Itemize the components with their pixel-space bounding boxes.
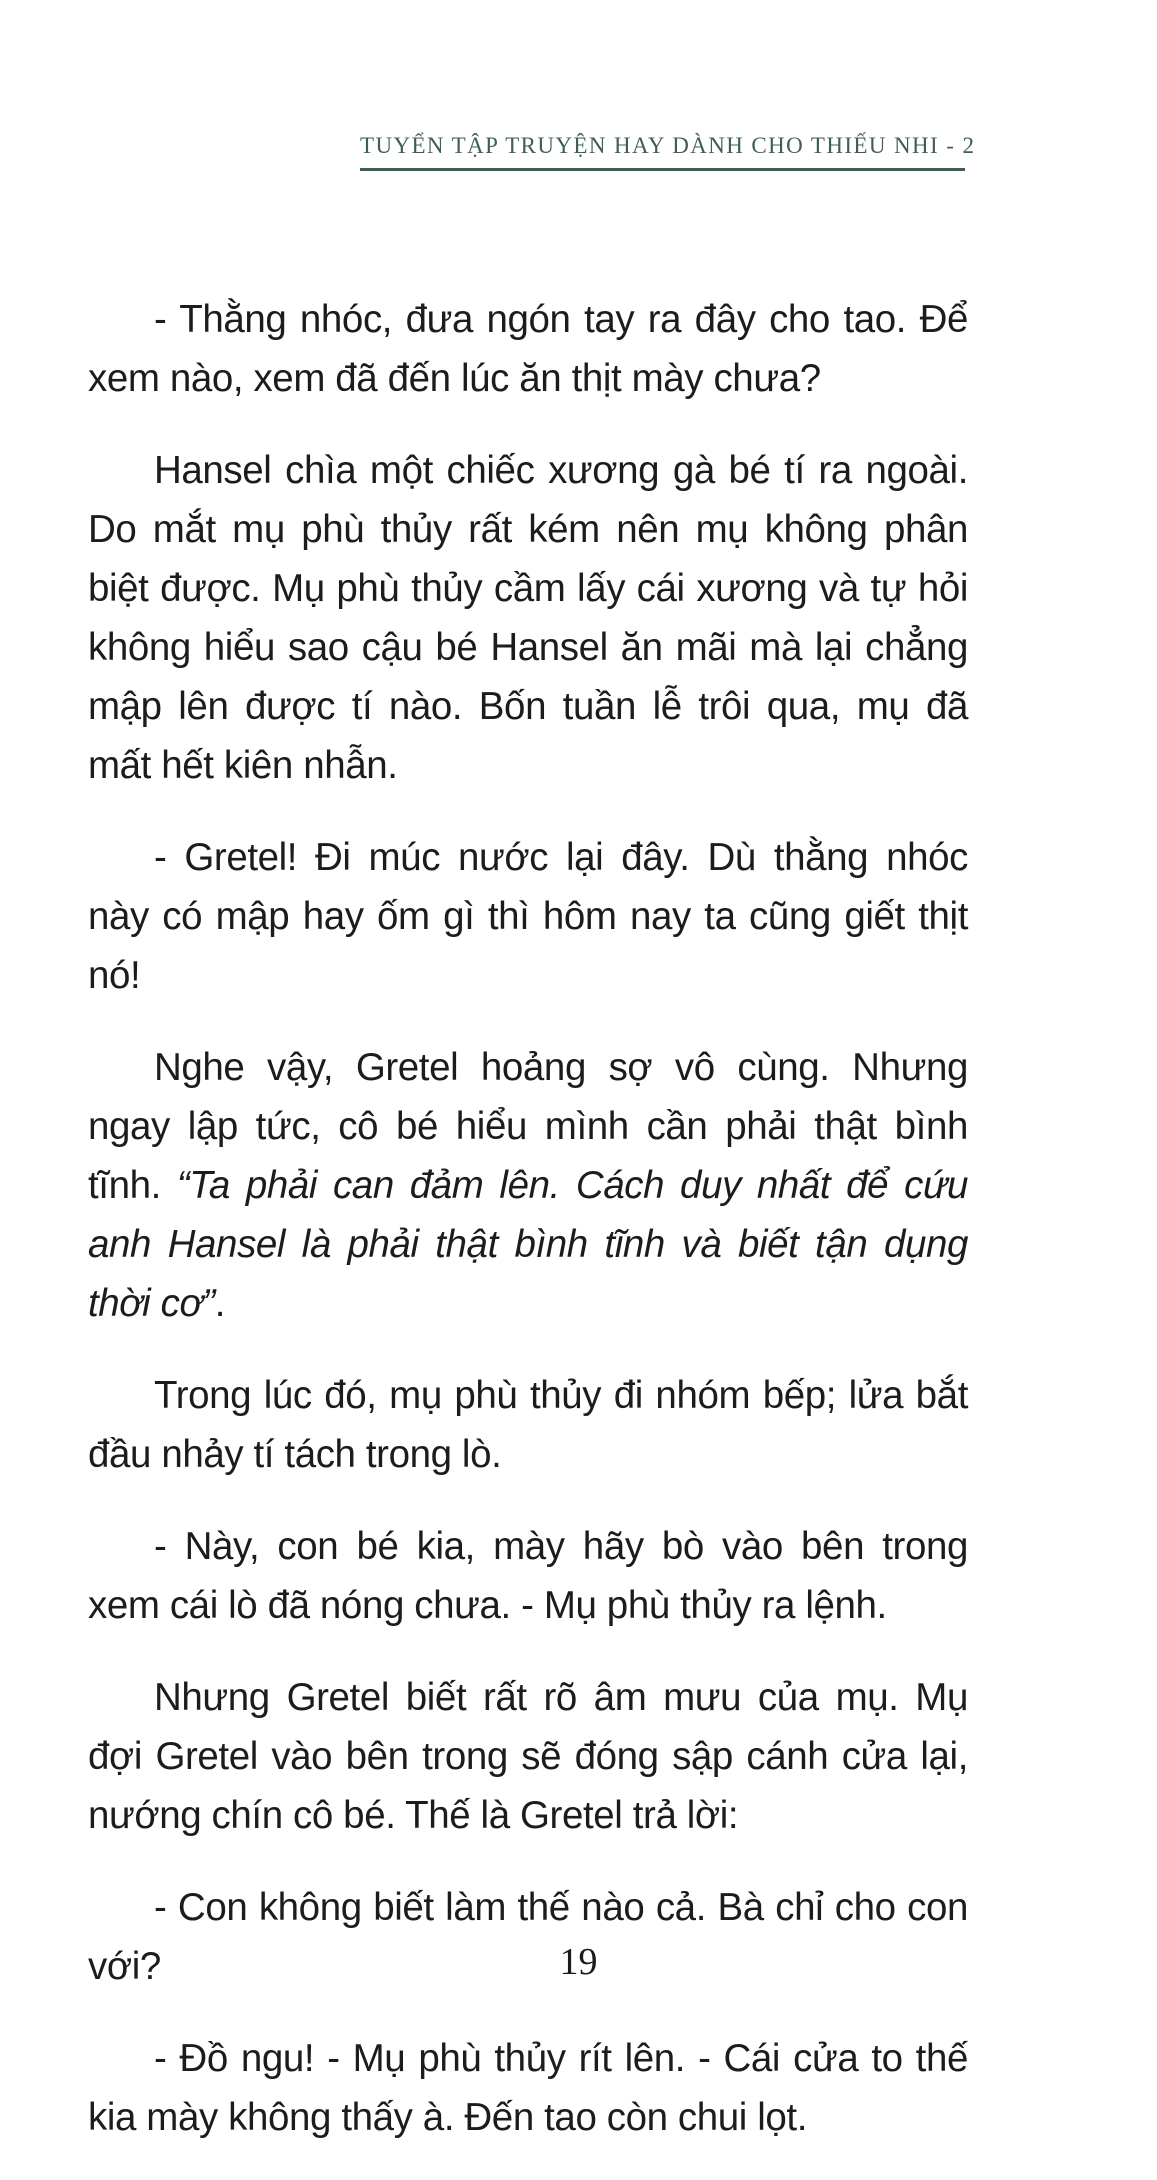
- paragraph: Hansel chìa một chiếc xương gà bé tí ra ngoài. Do mắt mụ phù thủy rất kém nên mụ không phân biệt được. Mụ phù thủy cầm lấy cái xương và tự hỏi không hiểu sao cậu bé Hansel ăn mãi mà lại chẳng mập lên được tí nào. Bốn tuần lễ trôi qua, mụ đã mất hết kiên nhẫn.: [88, 449, 968, 787]
- paragraph: [88, 1038, 968, 1333]
- paragraph-text: .: [214, 1282, 226, 1325]
- paragraph: Trong lúc đó, mụ phù thủy đi nhóm bếp; lửa bắt đầu nhảy tí tách trong lò.: [88, 1374, 968, 1476]
- paragraph: - Đồ ngu! - Mụ phù thủy rít lên. - Cái cửa to thế kia mày không thấy à. Đến tao còn chui lọt.: [88, 2037, 968, 2139]
- running-header: TUYỂN TẬP TRUYỆN HAY DÀNH CHO THIẾU NHI - 2: [360, 133, 976, 158]
- paragraph-text: Nghe vậy, Gretel hoảng sợ vô cùng. Nhưng ngay lập tức, cô bé hiểu mình cần phải thật bình tĩnh.: [88, 1046, 968, 1207]
- header-rule: [360, 168, 965, 171]
- paragraph: - Thằng nhóc, đưa ngón tay ra đây cho tao. Để xem nào, xem đã đến lúc ăn thịt mày chưa?: [88, 298, 968, 400]
- italic-quote: “Ta phải can đảm lên. Cách duy nhất để cứu anh Hansel là phải thật bình tĩnh và biết tận dụng thời cơ”: [88, 1164, 968, 1325]
- paragraph: - Gretel! Đi múc nước lại đây. Dù thằng nhóc này có mập hay ốm gì thì hôm nay ta cũng giết thịt nó!: [88, 836, 968, 997]
- paragraph: Nhưng Gretel biết rất rõ âm mưu của mụ. Mụ đợi Gretel vào bên trong sẽ đóng sập cánh cửa lại, nướng chín cô bé. Thế là Gretel trả lời:: [88, 1676, 968, 1837]
- paragraph: - Con không biết làm thế nào cả. Bà chỉ cho con với?: [88, 1886, 968, 1988]
- paragraph: - Này, con bé kia, mày hãy bò vào bên trong xem cái lò đã nóng chưa. - Mụ phù thủy ra lệnh.: [88, 1525, 968, 1627]
- body-text: [88, 290, 968, 2180]
- page-number: 19: [559, 1941, 598, 1983]
